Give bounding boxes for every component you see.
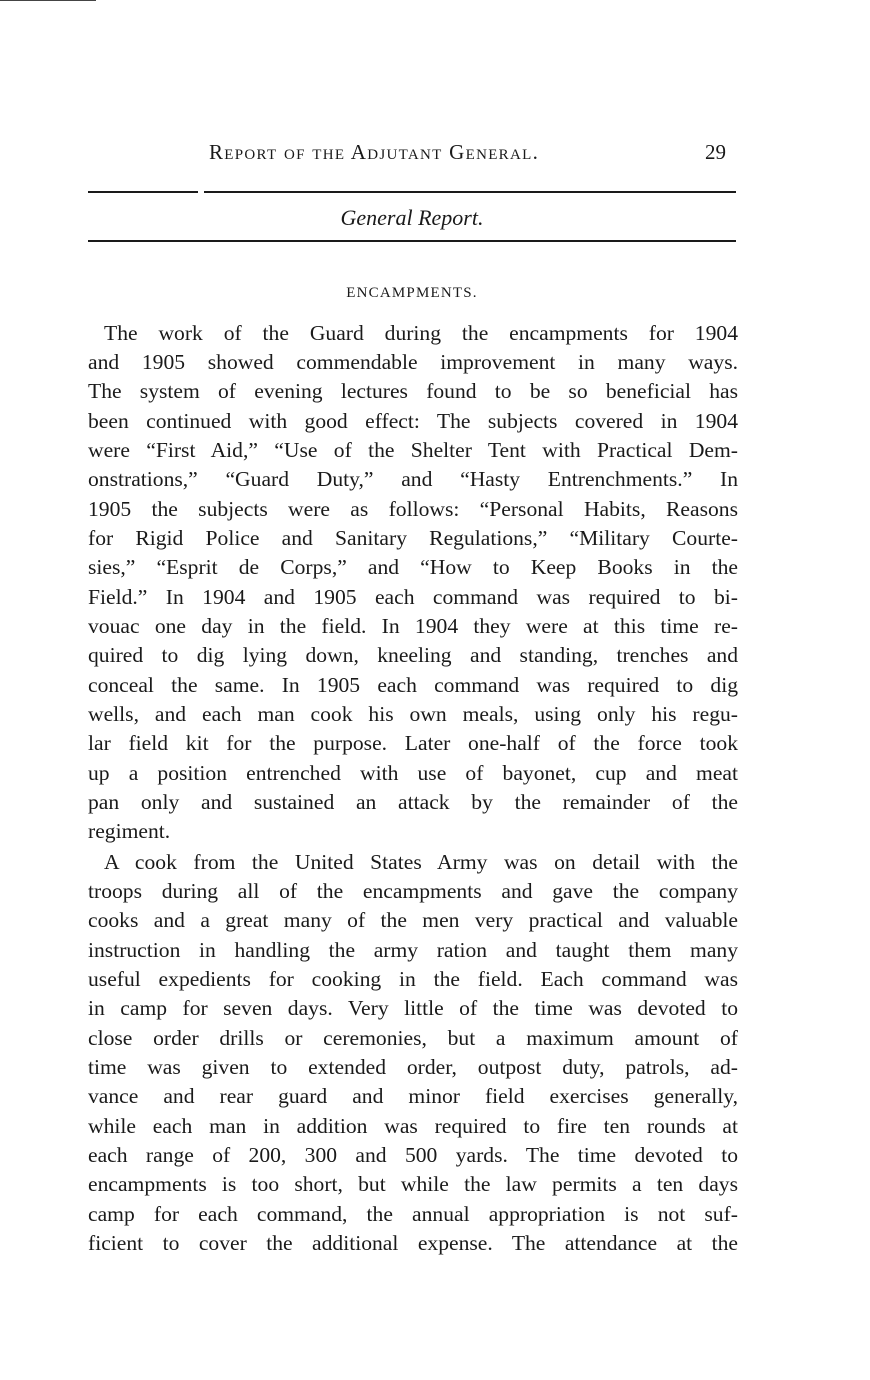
body-line: each range of 200, 300 and 500 yards. The time devoted to — [88, 1143, 738, 1167]
body-line: lar field kit for the purpose. Later one-half of the force took — [88, 731, 738, 755]
body-line: cooks and a great many of the men very practical and valuable — [88, 908, 738, 932]
body-line: wells, and each man cook his own meals, using only his regu- — [88, 702, 738, 726]
body-line: pan only and sustained an attack by the remainder of the — [88, 790, 738, 814]
body-line: regiment. — [88, 819, 171, 843]
body-line: Field.” In 1904 and 1905 each command was required to bi- — [88, 585, 738, 609]
body-line: vance and rear guard and minor field exercises generally, — [88, 1084, 738, 1108]
running-head — [0, 140, 870, 168]
body-line: camp for each command, the annual appropriation is not suf- — [88, 1202, 738, 1226]
body-line: were “First Aid,” “Use of the Shelter Tent with Practical Dem- — [88, 438, 738, 462]
running-title: Report of the Adjutant General. — [209, 140, 540, 164]
body-line: in camp for seven days. Very little of the time was devoted to — [88, 996, 738, 1020]
body-line: up a position entrenched with use of bayonet, cup and meat — [88, 761, 738, 785]
body-line: while each man in addition was required to fire ten rounds at — [88, 1114, 738, 1138]
body-line: The system of evening lectures found to be so beneficial has — [88, 379, 738, 403]
body-line: ficient to cover the additional expense. The attendance at the — [88, 1231, 738, 1255]
page-number: 29 — [705, 140, 726, 164]
header-rule-short — [88, 191, 198, 193]
section-rule — [88, 240, 736, 242]
subheading-encampments: ENCAMPMENTS. — [346, 285, 478, 301]
body-line: troops during all of the encampments and gave the company — [88, 879, 738, 903]
body-line: onstrations,” “Guard Duty,” and “Hasty Entrenchments.” In — [88, 467, 738, 491]
body-line: encampments is too short, but while the law permits a ten days — [88, 1172, 738, 1196]
body-line: quired to dig lying down, kneeling and standing, trenches and — [88, 643, 738, 667]
top-edge-rule — [0, 0, 96, 1]
body-line: vouac one day in the field. In 1904 they were at this time re- — [88, 614, 738, 638]
header-rule-long — [204, 191, 736, 193]
section-heading: General Report. — [340, 205, 484, 230]
body-line: instruction in handling the army ration and taught them many — [88, 938, 738, 962]
body-line: useful expedients for cooking in the field. Each command was — [88, 967, 738, 991]
body-line: The work of the Guard during the encampments for 1904 — [104, 321, 738, 345]
body-line: sies,” “Esprit de Corps,” and “How to Keep Books in the — [88, 555, 738, 579]
body-line: A cook from the United States Army was on detail with the — [104, 850, 738, 874]
body-line: and 1905 showed commendable improvement in many ways. — [88, 350, 738, 374]
body-line: conceal the same. In 1905 each command was required to dig — [88, 673, 738, 697]
body-line: for Rigid Police and Sanitary Regulations,” “Military Courte- — [88, 526, 738, 550]
body-line: 1905 the subjects were as follows: “Personal Habits, Reasons — [88, 497, 738, 521]
body-line: close order drills or ceremonies, but a maximum amount of — [88, 1026, 738, 1050]
body-line: been continued with good effect: The subjects covered in 1904 — [88, 409, 738, 433]
body-line: time was given to extended order, outpost duty, patrols, ad- — [88, 1055, 738, 1079]
